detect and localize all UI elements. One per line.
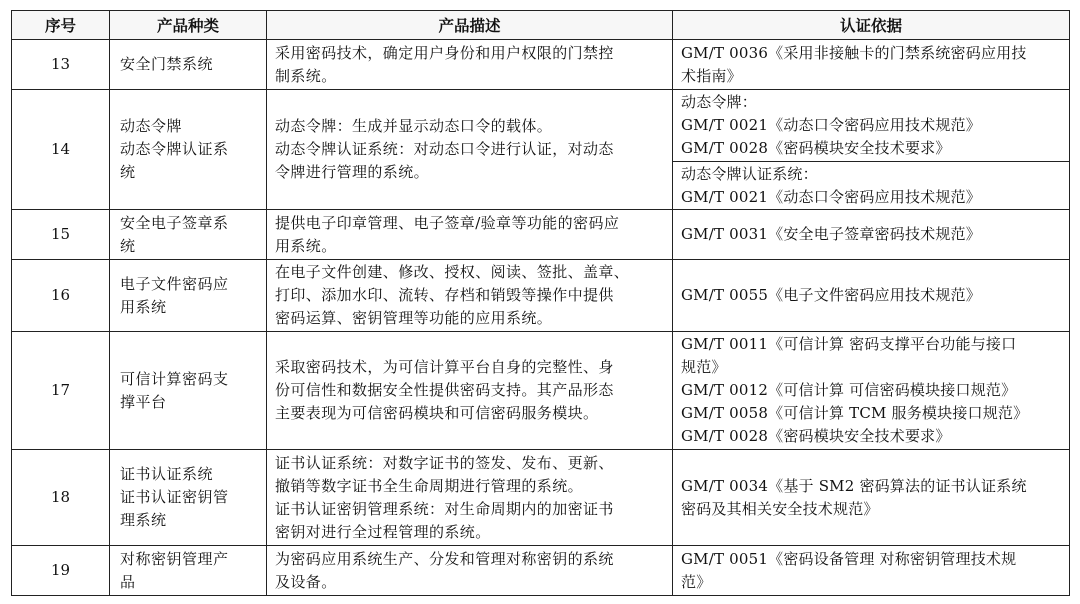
description-line: 证书认证密钥管理系统：对生命周期内的加密证书 bbox=[275, 499, 614, 518]
row-number: 16 bbox=[12, 260, 110, 332]
category-line: 动态令牌 bbox=[120, 117, 183, 135]
table-row bbox=[12, 546, 1070, 596]
product-category bbox=[110, 40, 267, 90]
basis-line: GM/T 0028《密码模块安全技术要求》 bbox=[681, 427, 951, 445]
basis-line: GM/T 0036《采用非接触卡的门禁系统密码应用技 bbox=[681, 43, 1027, 62]
category-line: 电子文件密码应 bbox=[120, 274, 229, 293]
description-line: 密码运算、密钥管理等功能的应用系统。 bbox=[275, 309, 553, 327]
category-line: 证书认证系统 bbox=[120, 465, 214, 483]
description-line: 动态令牌：生成并显示动态口令的载体。 bbox=[275, 117, 553, 135]
category-line: 用系统 bbox=[120, 297, 167, 316]
row-number: 19 bbox=[12, 546, 110, 596]
product-category bbox=[110, 90, 267, 210]
description-line: 采取密码技术，为可信计算平台自身的完整性、身 bbox=[275, 358, 614, 376]
basis-line: GM/T 0031《安全电子签章密码技术规范》 bbox=[681, 225, 981, 243]
basis-line: GM/T 0021《动态口令密码应用技术规范》 bbox=[681, 187, 981, 206]
basis-line: 动态令牌： bbox=[681, 93, 758, 111]
product-description bbox=[267, 90, 673, 210]
basis-line: GM/T 0028《密码模块安全技术要求》 bbox=[681, 139, 951, 157]
table-row bbox=[12, 332, 1070, 450]
category-line: 统 bbox=[120, 163, 136, 181]
row-number: 15 bbox=[12, 210, 110, 260]
certification-basis bbox=[673, 450, 1070, 546]
certification-basis bbox=[673, 40, 1070, 90]
basis-line: GM/T 0058《可信计算 TCM 服务模块接口规范》 bbox=[681, 404, 1029, 422]
category-line: 品 bbox=[120, 572, 136, 591]
header-row bbox=[12, 11, 1070, 40]
certification-basis bbox=[673, 210, 1070, 260]
description-line: 主要表现为可信密码模块和可信密码服务模块。 bbox=[275, 404, 599, 422]
description-line: 撤销等数字证书全生命周期进行管理的系统。 bbox=[275, 476, 584, 495]
header-num: 序号 bbox=[12, 11, 110, 40]
table-row bbox=[12, 450, 1070, 546]
description-line: 采用密码技术，确定用户身份和用户权限的门禁控 bbox=[275, 43, 614, 62]
basis-line: GM/T 0021《动态口令密码应用技术规范》 bbox=[681, 116, 981, 134]
row-number: 14 bbox=[12, 90, 110, 210]
product-description bbox=[267, 332, 673, 450]
certification-basis bbox=[673, 162, 1070, 210]
product-description bbox=[267, 450, 673, 546]
description-line: 打印、添加水印、流转、存档和销毁等操作中提供 bbox=[275, 286, 614, 304]
description-line: 份可信性和数据安全性提供密码支持。其产品形态 bbox=[275, 381, 614, 399]
category-line: 安全门禁系统 bbox=[120, 55, 214, 73]
product-description bbox=[267, 260, 673, 332]
description-line: 为密码应用系统生产、分发和管理对称密钥的系统 bbox=[275, 549, 614, 568]
description-line: 制系统。 bbox=[275, 66, 337, 85]
header-description: 产品描述 bbox=[267, 11, 673, 40]
description-line: 动态令牌认证系统：对动态口令进行认证，对动态 bbox=[275, 140, 614, 158]
table-row bbox=[12, 210, 1070, 260]
header-basis: 认证依据 bbox=[673, 11, 1070, 40]
basis-line: 动态令牌认证系统： bbox=[681, 164, 818, 183]
row-number: 18 bbox=[12, 450, 110, 546]
description-line: 令牌进行管理的系统。 bbox=[275, 163, 430, 181]
description-line: 证书认证系统：对数字证书的签发、发布、更新、 bbox=[275, 453, 614, 472]
product-category bbox=[110, 332, 267, 450]
description-line: 在电子文件创建、修改、授权、阅读、签批、盖章、 bbox=[275, 263, 630, 281]
basis-line: GM/T 0011《可信计算 密码支撑平台功能与接口 bbox=[681, 335, 1017, 353]
category-line: 理系统 bbox=[120, 511, 167, 529]
basis-line: 范》 bbox=[681, 572, 712, 591]
product-category bbox=[110, 210, 267, 260]
certification-basis bbox=[673, 260, 1070, 332]
certification-basis bbox=[673, 332, 1070, 450]
basis-line: GM/T 0055《电子文件密码应用技术规范》 bbox=[681, 286, 981, 304]
description-line: 及设备。 bbox=[275, 572, 337, 591]
basis-line: GM/T 0034《基于 SM2 密码算法的证书认证系统 bbox=[681, 476, 1027, 495]
category-line: 统 bbox=[120, 236, 136, 255]
category-line: 撑平台 bbox=[120, 392, 167, 411]
basis-line: 规范》 bbox=[681, 358, 727, 376]
certification-table bbox=[11, 10, 1070, 596]
table-row bbox=[12, 260, 1070, 332]
category-line: 对称密钥管理产 bbox=[120, 549, 229, 568]
category-line: 可信计算密码支 bbox=[120, 369, 229, 388]
basis-line: GM/T 0012《可信计算 可信密码模块接口规范》 bbox=[681, 381, 1017, 399]
table-row bbox=[12, 40, 1070, 90]
description-line: 提供电子印章管理、电子签章/验章等功能的密码应 bbox=[275, 213, 620, 232]
table-row bbox=[12, 90, 1070, 162]
description-line: 用系统。 bbox=[275, 236, 337, 255]
certification-basis bbox=[673, 546, 1070, 596]
basis-line: 密码及其相关安全技术规范》 bbox=[681, 499, 879, 518]
certification-basis bbox=[673, 90, 1070, 162]
product-description bbox=[267, 210, 673, 260]
product-category bbox=[110, 450, 267, 546]
product-category bbox=[110, 260, 267, 332]
row-number: 17 bbox=[12, 332, 110, 450]
product-description bbox=[267, 40, 673, 90]
row-number: 13 bbox=[12, 40, 110, 90]
product-category bbox=[110, 546, 267, 596]
header-category: 产品种类 bbox=[110, 11, 267, 40]
category-line: 证书认证密钥管 bbox=[120, 488, 229, 506]
category-line: 动态令牌认证系 bbox=[120, 140, 229, 158]
basis-line: 术指南》 bbox=[681, 66, 742, 85]
basis-line: GM/T 0051《密码设备管理 对称密钥管理技术规 bbox=[681, 549, 1017, 568]
category-line: 安全电子签章系 bbox=[120, 213, 229, 232]
product-description bbox=[267, 546, 673, 596]
description-line: 密钥对进行全过程管理的系统。 bbox=[275, 522, 491, 541]
